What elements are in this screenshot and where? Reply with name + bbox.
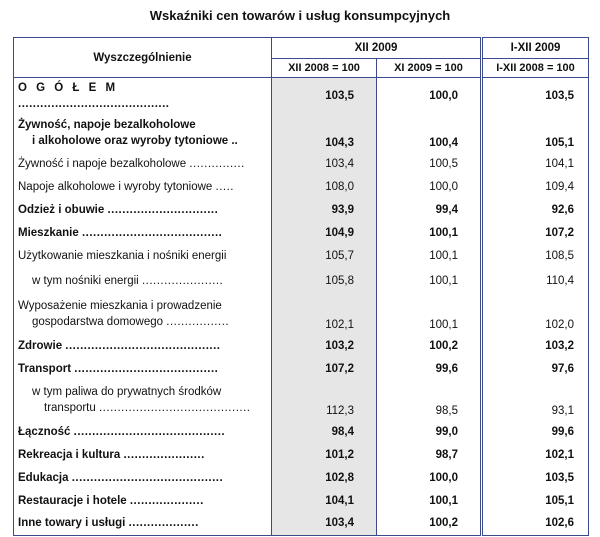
row-value-col2: 98,5	[377, 380, 482, 420]
row-value-col3: 92,6	[482, 198, 589, 221]
header-col1: XII 2008 = 100	[272, 59, 377, 78]
row-value-col1: 104,3	[272, 114, 377, 152]
row-value-col3: 102,0	[482, 294, 589, 334]
row-value-col1: 105,7	[272, 244, 377, 267]
row-value-col2: 100,1	[377, 267, 482, 294]
row-value-col3: 110,4	[482, 267, 589, 294]
row-value-col1: 102,1	[272, 294, 377, 334]
row-label: Zdrowie ..........................................	[14, 334, 272, 357]
row-label: Rekreacja i kultura ......................	[14, 443, 272, 466]
row-value-col1: 103,4	[272, 152, 377, 175]
header-group-xii-2009: XII 2009	[272, 38, 482, 59]
row-label: Łączność .........................................	[14, 420, 272, 443]
row-label: Żywność i napoje bezalkoholowe ...............	[14, 152, 272, 175]
row-label: Użytkowanie mieszkania i nośniki energii	[14, 244, 272, 267]
row-value-col3: 104,1	[482, 152, 589, 175]
row-value-col2: 100,1	[377, 489, 482, 512]
row-value-col1: 108,0	[272, 175, 377, 198]
row-label: Napoje alkoholowe i wyroby tytoniowe .....	[14, 175, 272, 198]
row-value-col2: 100,0	[377, 175, 482, 198]
row-value-col3: 103,5	[482, 466, 589, 489]
row-value-col2: 99,6	[377, 357, 482, 380]
table-title: Wskaźniki cen towarów i usług konsumpcyjnych	[149, 8, 451, 23]
row-value-col2: 99,4	[377, 198, 482, 221]
row-value-col1: 105,8	[272, 267, 377, 294]
row-value-col2: 98,7	[377, 443, 482, 466]
row-label: w tym nośniki energii ......................	[14, 267, 272, 294]
row-label: O G Ó Ł E M .........................................	[14, 78, 272, 115]
row-value-col1: 102,8	[272, 466, 377, 489]
row-value-col2: 100,1	[377, 221, 482, 244]
row-value-col3: 109,4	[482, 175, 589, 198]
row-value-col1: 112,3	[272, 380, 377, 420]
row-value-col1: 103,4	[272, 512, 377, 535]
row-value-col2: 99,0	[377, 420, 482, 443]
header-col3: I-XII 2008 = 100	[482, 59, 589, 78]
row-label: Odzież i obuwie ..............................	[14, 198, 272, 221]
row-value-col3: 102,1	[482, 443, 589, 466]
row-value-col3: 97,6	[482, 357, 589, 380]
row-value-col2: 100,5	[377, 152, 482, 175]
row-label: Inne towary i usługi ...................	[14, 512, 272, 535]
row-value-col1: 101,2	[272, 443, 377, 466]
header-group-i-xii-2009: I-XII 2009	[482, 38, 589, 59]
row-label: Żywność, napoje bezalkoholowe i alkoholowe oraz wyroby tytoniowe ..	[14, 114, 272, 152]
row-value-col1: 107,2	[272, 357, 377, 380]
row-value-col2: 100,4	[377, 114, 482, 152]
row-value-col3: 102,6	[482, 512, 589, 535]
header-label: Wyszczególnienie	[14, 38, 272, 78]
row-value-col3: 103,2	[482, 334, 589, 357]
row-label: Restauracje i hotele ....................	[14, 489, 272, 512]
row-value-col1: 103,5	[272, 78, 377, 115]
row-label: w tym paliwa do prywatnych środków transportu .........................................	[14, 380, 272, 420]
row-value-col3: 108,5	[482, 244, 589, 267]
row-value-col2: 100,1	[377, 244, 482, 267]
row-value-col1: 98,4	[272, 420, 377, 443]
row-value-col2: 100,2	[377, 334, 482, 357]
row-value-col2: 100,0	[377, 466, 482, 489]
row-value-col1: 104,9	[272, 221, 377, 244]
row-value-col1: 103,2	[272, 334, 377, 357]
row-value-col2: 100,2	[377, 512, 482, 535]
row-value-col2: 100,0	[377, 78, 482, 115]
row-value-col3: 107,2	[482, 221, 589, 244]
row-value-col2: 100,1	[377, 294, 482, 334]
row-value-col3: 105,1	[482, 489, 589, 512]
row-label: Transport .......................................	[14, 357, 272, 380]
row-value-col3: 105,1	[482, 114, 589, 152]
row-value-col3: 99,6	[482, 420, 589, 443]
header-col2: XI 2009 = 100	[377, 59, 482, 78]
row-value-col3: 103,5	[482, 78, 589, 115]
row-label: Mieszkanie ......................................	[14, 221, 272, 244]
row-label: Wyposażenie mieszkania i prowadzenie gospodarstwa domowego .................	[14, 294, 272, 334]
price-index-table	[13, 37, 588, 536]
row-value-col3: 93,1	[482, 380, 589, 420]
row-value-col1: 104,1	[272, 489, 377, 512]
row-label: Edukacja .........................................	[14, 466, 272, 489]
row-value-col1: 93,9	[272, 198, 377, 221]
